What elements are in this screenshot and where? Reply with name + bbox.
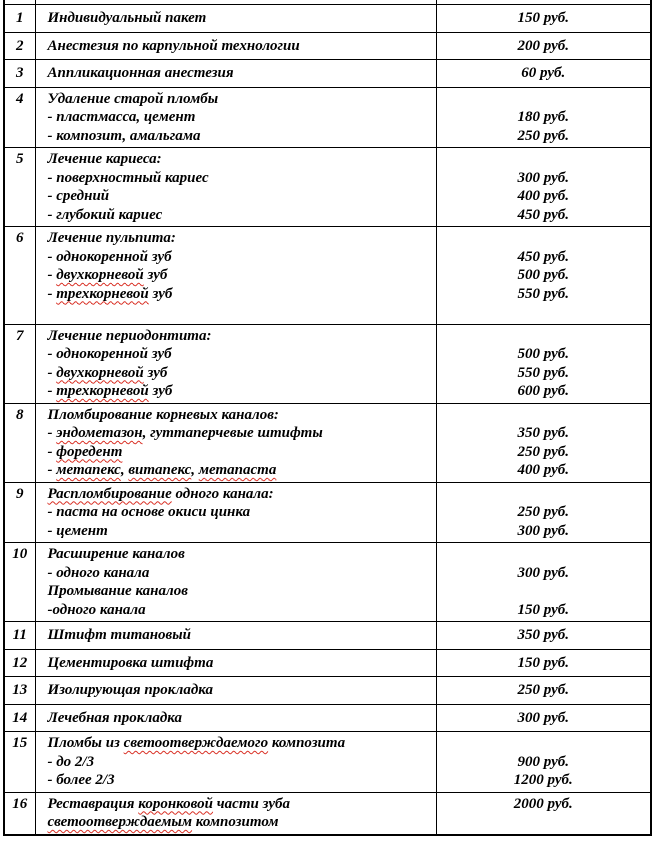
price-line <box>443 582 645 601</box>
price-cell <box>436 677 651 705</box>
price-cell <box>436 324 651 403</box>
service-text: - однокоренной зуб <box>47 346 172 362</box>
service-line <box>48 485 428 504</box>
service-name-cell <box>35 622 436 650</box>
service-text: - одного канала <box>47 564 150 581</box>
row-number: 3 <box>16 65 24 81</box>
price-table-body <box>4 0 651 835</box>
table-row-6 <box>4 227 651 325</box>
service-text: Лечебная прокладка <box>47 709 182 726</box>
price-line <box>443 229 645 248</box>
service-line <box>48 9 428 28</box>
row-number-cell <box>4 148 35 227</box>
row-number: 12 <box>12 654 28 671</box>
service-text: , <box>191 462 199 478</box>
price-line: 150 руб. <box>517 601 569 618</box>
service-name-cell <box>35 792 436 835</box>
service-line <box>48 37 428 56</box>
service-line <box>48 461 428 480</box>
service-line <box>48 709 428 728</box>
service-text: - паста на основе окиси цинка <box>47 504 251 520</box>
service-line <box>48 187 428 206</box>
price-line: 550 руб. <box>517 364 569 381</box>
row-number-cell <box>4 677 35 705</box>
service-line <box>48 601 428 620</box>
service-line <box>48 108 428 127</box>
price-line: 350 руб. <box>517 627 569 643</box>
service-line <box>48 169 428 188</box>
misspelled-word: Распломбирование <box>47 485 172 502</box>
misspelled-word: светоотверждаемого <box>123 735 269 751</box>
row-number: 4 <box>16 90 24 107</box>
service-text: , гуттаперчевые штифты <box>142 425 323 441</box>
row-number-cell <box>4 482 35 543</box>
price-line <box>443 545 645 564</box>
row-number-cell <box>4 704 35 732</box>
price-line: 350 руб. <box>517 425 569 441</box>
price-line: 450 руб. <box>517 206 569 223</box>
price-line: 150 руб. <box>517 654 569 671</box>
service-text: - средний <box>47 188 110 204</box>
service-text: одного канала: <box>171 485 274 502</box>
service-line <box>48 127 428 146</box>
price-line: 250 руб. <box>517 504 569 520</box>
service-line <box>48 626 428 645</box>
service-name-cell <box>35 87 436 148</box>
service-text: Лечение кариеса: <box>47 151 162 167</box>
service-name-cell <box>35 543 436 622</box>
service-line <box>48 503 428 522</box>
row-number-cell <box>4 543 35 622</box>
table-row-1 <box>4 5 651 33</box>
service-name-cell <box>35 732 436 793</box>
price-line: 250 руб. <box>517 682 569 698</box>
row-number-cell <box>4 792 35 835</box>
service-text: зуб <box>148 383 173 399</box>
service-line <box>48 654 428 673</box>
service-text: Штифт титановый <box>47 627 192 643</box>
service-line <box>48 681 428 700</box>
row-number: 2 <box>16 37 24 54</box>
service-line <box>48 266 428 285</box>
service-text: - <box>47 425 57 441</box>
row-number-cell <box>4 60 35 88</box>
service-text: - однокоренной зуб <box>47 248 172 265</box>
price-cell <box>436 60 651 88</box>
service-text: - глубокий кариес <box>47 206 163 223</box>
service-line <box>48 90 428 109</box>
service-text: - <box>47 462 57 478</box>
service-text: - <box>47 267 57 283</box>
service-text: - <box>47 364 57 381</box>
service-text: - более 2/3 <box>47 772 115 788</box>
service-line <box>48 545 428 564</box>
service-line <box>48 364 428 383</box>
service-line <box>48 327 428 346</box>
table-row-14 <box>4 704 651 732</box>
service-name-cell <box>35 649 436 677</box>
service-text: Промывание каналов <box>47 583 188 599</box>
price-line: 150 руб. <box>517 10 569 26</box>
misspelled-word: двухкорневой <box>56 364 144 381</box>
service-text: - цемент <box>47 522 108 539</box>
service-text: Удаление старой пломбы <box>47 90 219 107</box>
misspelled-word: форедент <box>56 443 123 460</box>
row-number-cell <box>4 649 35 677</box>
misspelled-word: трехкорневой <box>56 285 149 302</box>
service-text: зуб <box>148 285 173 302</box>
service-name-cell <box>35 324 436 403</box>
price-line: 200 руб. <box>517 37 569 54</box>
service-name-cell <box>35 32 436 60</box>
misspelled-word: двухкорневой <box>56 267 144 283</box>
price-line: 600 руб. <box>517 383 569 399</box>
service-text: Пломбы из <box>47 735 124 751</box>
row-number: 9 <box>16 485 24 502</box>
row-number: 16 <box>12 795 28 812</box>
row-number-cell <box>4 403 35 482</box>
row-number-cell <box>4 5 35 33</box>
service-text: композита <box>268 735 346 751</box>
price-cell <box>436 32 651 60</box>
service-text: Аппликационная анестезия <box>47 65 234 81</box>
price-cell <box>436 649 651 677</box>
service-text: зуб <box>143 364 168 381</box>
service-line <box>48 771 428 790</box>
service-line <box>48 522 428 541</box>
service-text: Реставрация <box>47 795 139 812</box>
price-cell <box>436 87 651 148</box>
table-row-3 <box>4 60 651 88</box>
misspelled-word: коронковой <box>138 795 214 812</box>
service-text: -одного канала <box>47 601 146 618</box>
price-line: 500 руб. <box>517 346 569 362</box>
price-line: 1200 руб. <box>513 772 573 788</box>
price-line: 550 руб. <box>517 285 569 302</box>
table-row-7 <box>4 324 651 403</box>
service-text: Цементировка штифта <box>47 654 214 671</box>
table-row-11 <box>4 622 651 650</box>
row-number: 14 <box>12 709 28 726</box>
service-line <box>48 443 428 462</box>
price-cell <box>436 732 651 793</box>
price-cell <box>436 5 651 33</box>
service-line <box>48 150 428 169</box>
price-cell <box>436 227 651 325</box>
row-number: 11 <box>12 627 27 643</box>
price-line: 180 руб. <box>517 109 569 125</box>
price-line: 300 руб. <box>517 564 569 581</box>
service-line <box>48 64 428 83</box>
table-row-2 <box>4 32 651 60</box>
service-line <box>48 345 428 364</box>
row-number-cell <box>4 32 35 60</box>
service-text: , <box>120 462 129 478</box>
service-text: Расширение каналов <box>47 546 185 562</box>
service-text: - <box>47 383 57 399</box>
misspelled-word: светоотверждаемым <box>47 814 193 830</box>
price-line <box>443 485 645 504</box>
service-text: - <box>47 443 57 460</box>
service-text: Лечение периодонтита: <box>47 327 212 344</box>
service-name-cell <box>35 5 436 33</box>
price-cell <box>436 792 651 835</box>
row-number: 10 <box>12 546 28 562</box>
price-line <box>443 327 645 346</box>
table-row-16 <box>4 792 651 835</box>
row-number-cell <box>4 324 35 403</box>
price-cell <box>436 622 651 650</box>
price-line: 60 руб. <box>521 65 566 81</box>
service-line <box>48 582 428 601</box>
price-line: 2000 руб. <box>513 795 573 812</box>
table-row-12 <box>4 649 651 677</box>
price-line <box>443 303 645 322</box>
service-text: - поверхностный кариес <box>47 169 209 186</box>
row-number: 7 <box>16 327 24 344</box>
row-number: 13 <box>12 682 28 698</box>
price-line <box>443 734 645 753</box>
service-text: Изолирующая прокладка <box>47 682 213 698</box>
service-line <box>48 382 428 401</box>
service-text: композитом <box>192 814 279 830</box>
price-cell <box>436 482 651 543</box>
price-line <box>443 150 645 169</box>
misspelled-word: трехкорневой <box>56 383 149 399</box>
row-number: 8 <box>16 406 24 423</box>
service-line <box>48 285 428 304</box>
service-text: зуб <box>143 267 168 283</box>
service-name-cell <box>35 677 436 705</box>
misspelled-word: эндометазон <box>56 425 143 441</box>
service-text: Пломбирование корневых каналов: <box>47 406 279 423</box>
price-line: 300 руб. <box>517 522 569 539</box>
price-line <box>443 406 645 425</box>
service-name-cell <box>35 227 436 325</box>
service-line <box>48 564 428 583</box>
service-line <box>48 424 428 443</box>
service-name-cell <box>35 148 436 227</box>
service-line <box>48 813 428 832</box>
price-line: 300 руб. <box>517 709 569 726</box>
table-row-8 <box>4 403 651 482</box>
price-line: 900 руб. <box>517 753 569 770</box>
service-line <box>48 206 428 225</box>
service-name-cell <box>35 704 436 732</box>
table-row-5 <box>4 148 651 227</box>
row-number-cell <box>4 87 35 148</box>
price-line: 250 руб. <box>517 443 569 460</box>
table-row-4 <box>4 87 651 148</box>
price-line: 500 руб. <box>517 267 569 283</box>
price-cell <box>436 704 651 732</box>
service-text: - <box>47 285 57 302</box>
service-line <box>48 734 428 753</box>
service-text: Лечение пульпита: <box>47 230 176 246</box>
price-cell <box>436 148 651 227</box>
service-text: Анестезия по карпульной технологии <box>47 37 300 54</box>
row-number-cell <box>4 732 35 793</box>
service-line <box>48 406 428 425</box>
service-text: - композит, амальгама <box>47 127 201 144</box>
price-line: 400 руб. <box>517 188 569 204</box>
table-row-10 <box>4 543 651 622</box>
row-number: 5 <box>16 151 24 167</box>
row-number: 15 <box>12 735 28 751</box>
misspelled-word: витапекс <box>128 462 192 478</box>
table-row-15 <box>4 732 651 793</box>
misspelled-word: метапекс <box>56 462 121 478</box>
row-number: 6 <box>16 230 24 246</box>
price-line: 300 руб. <box>517 169 569 186</box>
price-line: 250 руб. <box>517 127 569 144</box>
service-name-cell <box>35 482 436 543</box>
misspelled-word: метапаста <box>198 462 277 478</box>
table-row-9 <box>4 482 651 543</box>
price-cell <box>436 543 651 622</box>
service-line <box>48 229 428 248</box>
row-number-cell <box>4 622 35 650</box>
price-table <box>3 0 652 836</box>
price-cell <box>436 403 651 482</box>
service-line <box>48 248 428 267</box>
service-line <box>48 795 428 814</box>
row-number: 1 <box>16 10 24 26</box>
service-text: - пластмасса, цемент <box>47 109 196 125</box>
service-text: части зуба <box>213 795 290 812</box>
service-text: Индивидуальный пакет <box>47 10 207 26</box>
service-name-cell <box>35 60 436 88</box>
table-row-13 <box>4 677 651 705</box>
price-line <box>443 813 645 832</box>
service-line <box>48 303 428 322</box>
row-number-cell <box>4 227 35 325</box>
service-text: - до 2/3 <box>47 753 95 770</box>
service-name-cell <box>35 403 436 482</box>
price-line: 400 руб. <box>517 462 569 478</box>
service-line <box>48 753 428 772</box>
price-line: 450 руб. <box>517 248 569 265</box>
price-line <box>443 90 645 109</box>
